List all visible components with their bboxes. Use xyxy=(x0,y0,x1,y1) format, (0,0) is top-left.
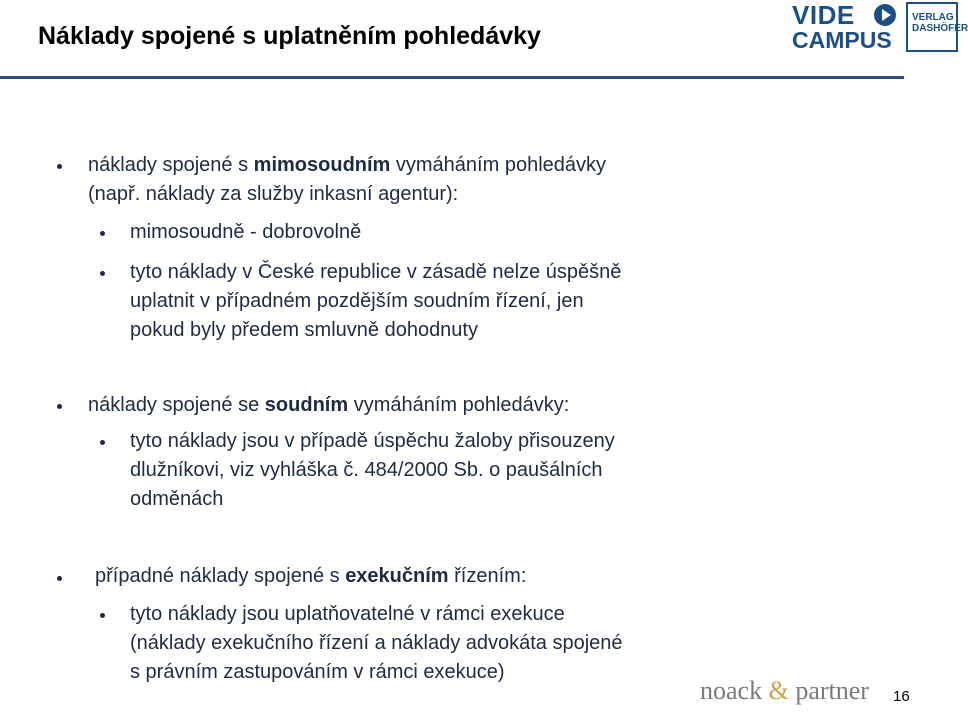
list-item-voluntary xyxy=(130,218,361,247)
item-text: náklady spojené s xyxy=(88,154,254,176)
logo-text-campus: CAMPUS xyxy=(792,27,892,53)
item-text-bold: mimosoudním xyxy=(253,154,391,176)
bullet-icon xyxy=(57,404,62,409)
item-text-bold: soudním xyxy=(264,394,349,416)
verlag-dashofer-logo xyxy=(906,2,968,52)
logo-text-video: VIDE xyxy=(792,0,855,30)
item-line: (náklady exekučního řízení a náklady advokáta spojené xyxy=(130,632,623,654)
item-line xyxy=(95,562,526,591)
page-number: 16 xyxy=(893,688,910,705)
item-line: mimosoudně - dobrovolně xyxy=(130,221,362,243)
bullet-icon xyxy=(100,271,105,276)
item-text: řízením: xyxy=(448,565,527,587)
item-text: vymáháním pohledávky: xyxy=(348,394,570,416)
list-item-extrajudicial xyxy=(88,151,606,209)
bullet-icon xyxy=(100,613,105,618)
item-line: dlužníkovi, viz vyhláška č. 484/2000 Sb. o paušálních xyxy=(130,459,603,481)
list-item-enforceable xyxy=(130,600,623,687)
item-line xyxy=(88,151,606,180)
list-item-judicial xyxy=(88,391,569,420)
list-item-not-recoverable xyxy=(130,258,621,345)
item-line: (např. náklady za služby inkasní agentur): xyxy=(88,183,459,205)
brand-ampersand: & xyxy=(768,676,789,705)
video-campus-logo xyxy=(792,2,900,52)
item-line: tyto náklady jsou uplatňovatelné v rámci exekuce xyxy=(130,603,565,625)
item-line: pokud byly předem smluvně dohodnuty xyxy=(130,319,478,341)
slide-title: Náklady spojené s uplatněním pohledávky xyxy=(38,22,541,50)
bullet-icon xyxy=(100,440,105,445)
item-text: vymáháním pohledávky xyxy=(390,154,607,176)
list-item-awarded xyxy=(130,427,615,514)
item-text-bold: exekučním xyxy=(345,565,449,587)
brand-text: noack xyxy=(700,676,769,705)
item-text: případné náklady spojené s xyxy=(95,565,346,587)
list-item-enforcement xyxy=(95,562,526,591)
logo-text-dashofer: DASHÖFER xyxy=(912,23,968,34)
bullet-icon xyxy=(57,576,62,581)
brand-text: partner xyxy=(788,676,869,705)
item-line xyxy=(88,391,569,420)
bullet-icon xyxy=(57,164,62,169)
item-line: odměnách xyxy=(130,488,224,510)
logo-text-verlag: VERLAG xyxy=(912,12,954,23)
header-divider xyxy=(0,76,904,79)
item-line: tyto náklady jsou v případě úspěchu žaloby přisouzeny xyxy=(130,430,615,452)
bullet-icon xyxy=(100,231,105,236)
play-icon xyxy=(874,4,896,26)
item-line: tyto náklady v České republice v zásadě nelze úspěšně xyxy=(130,261,622,283)
item-line: uplatnit v případném pozdějším soudním řízení, jen xyxy=(130,290,584,312)
noack-partner-logo xyxy=(700,676,869,706)
item-text: náklady spojené se xyxy=(88,394,265,416)
item-line: s právním zastupováním v rámci exekuce) xyxy=(130,661,505,683)
